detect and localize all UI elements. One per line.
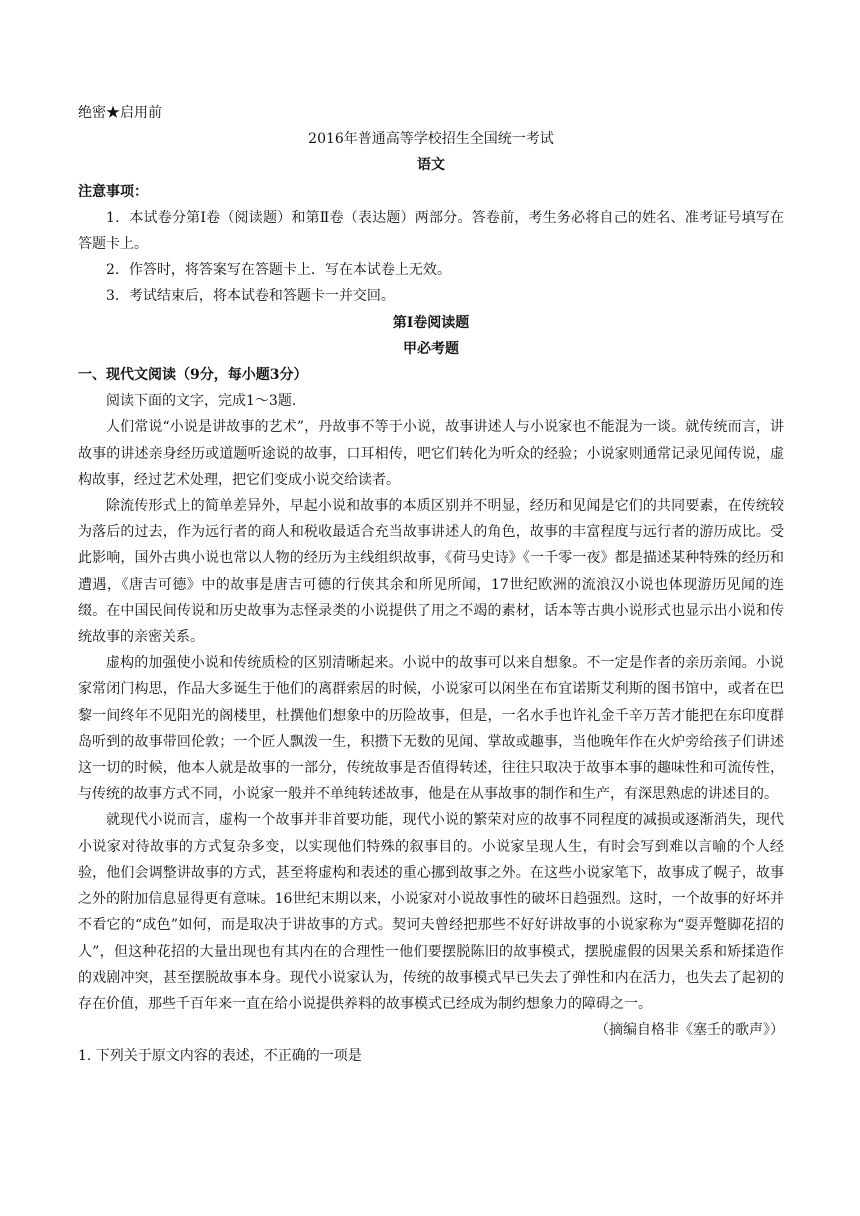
secret-label: 绝密★启用前 (78, 105, 162, 121)
notice-item: 1．本试卷分第Ⅰ卷（阅读题）和第Ⅱ卷（表达题）两部分。答卷前，考生务必将自己的姓名、准考证号填写在答题卡上。 (78, 209, 784, 253)
exam-page (78, 100, 784, 1070)
passage-source: （摘编自格非《塞壬的歌声》） (595, 1022, 784, 1039)
passage-paragraph: 就现代小说而言，虚构一个故事并非首要功能，现代小说的繁荣对应的故事不同程度的减损或逐渐消失，现代小说家对待故事的方式复杂多变，以实现他们特殊的叙事目的。小说家呈现人生，有时会写到难以言喻的个人经验，他们会调整讲故事的方式，甚至将虚构和表述的重心挪到故事之外。在这些小说家笔下，故事成了幌子，故事之外的附加信息显得更有意味。16世纪末期以来，小说家对小说故事性的破坏日趋强烈。这时，一个故事的好坏并不看它的“成色”如何，而是取决于讲故事的方式。契诃夫曾经把那些不好好讲故事的小说家称为“耍弄蹩脚花招的人”，但这种花招的大量出现也有其内在的合理性一他们要摆脱陈旧的故事模式，摆脱虚假的因果关系和矫揉造作的戏剧冲突，甚至摆脱故事本身。现代小说家认为，传统的故事模式早已失去了弹性和内在活力，也失去了起初的存在价值，那些千百年来一直在给小说提供养料的故事模式已经成为制约想象力的障碍之一。 (78, 812, 784, 1012)
exam-title: 2016年普通高等学校招生全国统一考试 (308, 131, 554, 148)
part-subtitle: 甲必考题 (403, 340, 459, 357)
part-title: 第Ⅰ卷阅读题 (392, 314, 470, 331)
notice-item: 2．作答时，将答案写在答题卡上．写在本试卷上无效。 (106, 262, 451, 279)
notice-item: 3．考试结束后，将本试卷和答题卡一并交回。 (106, 288, 395, 305)
passage-paragraph: 除流传形式上的简单差异外，早起小说和故事的本质区别并不明显，经历和见闻是它们的共同要素，在传统较为落后的过去，作为远行者的商人和税收最适合充当故事讲述人的角色，故事的丰富程度与远行者的游历成比。受此影响，国外古典小说也常以人物的经历为主线组织故事，《荷马史诗》《一千零一夜》都是描述某种特殊的经历和遭遇，《唐吉可德》中的故事是唐吉可德的行侠其余和所见所闻，17世纪欧洲的流浪汉小说也体现游历见闻的连缀。在中国民间传说和历史故事为志怪录类的小说提供了用之不竭的素材，话本等古典小说形式也显示出小说和传统故事的亲密关系。 (78, 498, 784, 646)
reading-instruction: 阅读下面的文字，完成1～3题. (106, 393, 297, 410)
passage-paragraph: 人们常说“小说是讲故事的艺术”，丹故事不等于小说，故事讲述人与小说家也不能混为一谈。就传统而言，讲故事的讲述亲身经历或道题听途说的故事，口耳相传，吧它们转化为听众的经验；小说家则通常记录见闻传说，虚构故事，经过艺术处理，把它们变成小说交给读者。 (78, 419, 784, 488)
section-heading: 一、现代文阅读（9分，每小题3分） (78, 367, 308, 384)
notice-heading: 注意事项： (78, 183, 148, 200)
passage-paragraph: 虚构的加强使小说和传统质检的区别清晰起来。小说中的故事可以来自想象。不一定是作者的亲历亲闻。小说家常闭门构思，作品大多诞生于他们的离群索居的时候，小说家可以闲坐在布宜诺斯艾利斯的图书馆中，或者在巴黎一间终年不见阳光的阁楼里，杜撰他们想象中的历险故事，但是，一名水手也许礼金千辛万苦才能把在东印度群岛听到的故事带回伦敦；一个匠人飘泼一生，积攒下无数的见闻、掌故或趣事，当他晚年作在火炉旁给孩子们讲述这一切的时候，他本人就是故事的一部分，传统故事是否值得转述，往往只取决于故事本事的趣味性和可流传性，与传统的故事方式不同，小说家一般并不单纯转述故事，他是在从事故事的制作和生产，有深思熟虑的讲述目的。 (78, 655, 784, 803)
question-text: 1. 下列关于原文内容的表述，不正确的一项是 (78, 1048, 362, 1065)
subject-title: 语文 (417, 157, 445, 174)
